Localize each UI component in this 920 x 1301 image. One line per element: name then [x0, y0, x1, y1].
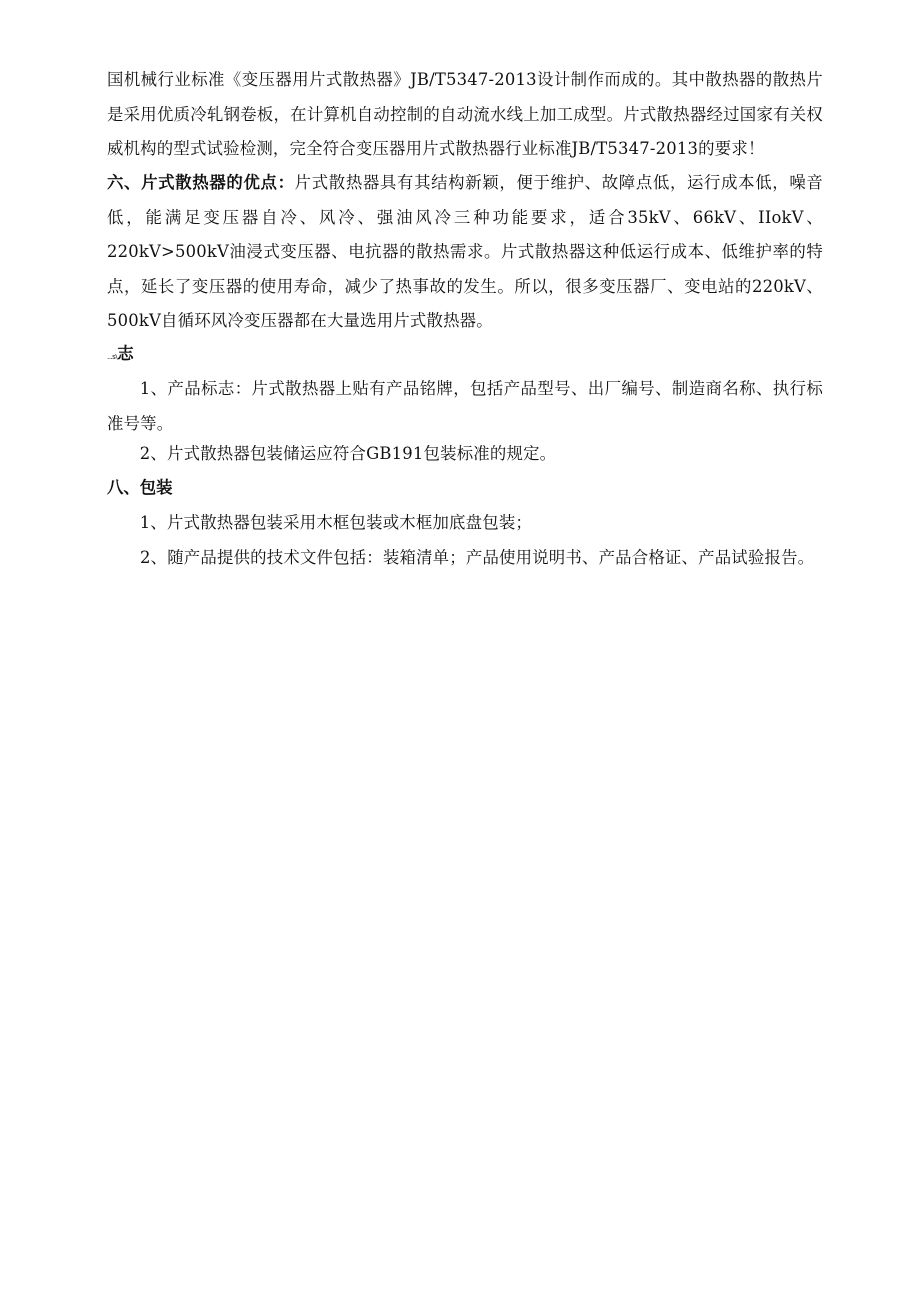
section-6-text: 片式散热器具有其结构新颖，便于维护、故障点低，运行成本低，噪音低，能满足变压器自冷、风冷、强油风冷三种功能要求，适合35kV、66kV、IIokV、220kV>500kV油浸式变压器、电抗器的散热需求。片式散热器这种低运行成本、低维护率的特点，延长了变压器的使用寿命，减少了热事故的发生。所以，很多变压器厂、变电站的220kV、500kV自循环风冷变压器都在大量选用片式散热器。 [107, 173, 824, 330]
section-8-item-2 [107, 541, 823, 576]
section-6-heading: 六、片式散热器的优点： [107, 173, 295, 192]
section-8-item-1-text: 1、片式散热器包装采用木框包装或木框加底盘包装； [139, 513, 533, 532]
section-7-item-2 [107, 437, 823, 472]
section-8-heading [107, 476, 173, 500]
section-7-item-2-text: 2、片式散热器包装储运应符合GB191包装标准的规定。 [139, 444, 557, 463]
section-7-item-1-text: 1、产品标志：片式散热器上贴有产品铭牌，包括产品型号、出厂编号、制造商名称、执行标准号等。 [107, 379, 823, 433]
section-7-heading-prefix: ...s\ [107, 353, 118, 361]
section-7-heading [107, 342, 134, 369]
section-6-paragraph [107, 166, 823, 339]
intro-paragraph [107, 63, 823, 167]
section-8-item-2-text: 2、随产品提供的技术文件包括：装箱清单；产品使用说明书、产品合格证、产品试验报告。 [140, 548, 815, 567]
section-7-heading-text: 志 [117, 344, 134, 363]
section-8-heading-text: 八、包装 [107, 478, 173, 497]
section-8-item-1 [107, 506, 823, 541]
intro-text: 国机械行业标准《变压器用片式散热器》JB/T5347-2013设计制作而成的。其中散热器的散热片是采用优质冷轧钢卷板，在计算机自动控制的自动流水线上加工成型。片式散热器经过国家有关权威机构的型式试验检测，完全符合变压器用片式散热器行业标准JB/T5347-2013的要求！ [107, 70, 823, 158]
section-7-item-1 [107, 372, 823, 441]
